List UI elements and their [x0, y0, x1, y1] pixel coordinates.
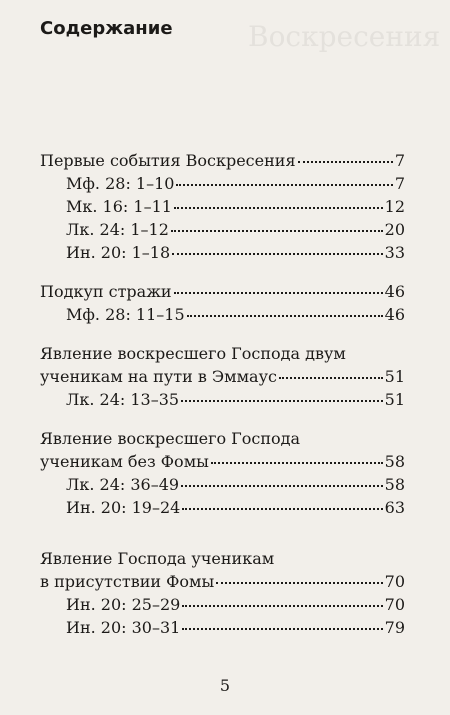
dot-leader	[174, 207, 383, 209]
entry-label: Ин. 20: 25–29	[66, 595, 181, 614]
entry-page-number: 46	[384, 305, 405, 324]
entry-label: в присутствии Фомы	[40, 572, 215, 591]
entry-page-number: 51	[384, 367, 405, 386]
entry-label: Мф. 28: 11–15	[66, 305, 185, 324]
toc-entry[interactable]	[40, 241, 405, 264]
dot-leader	[182, 605, 382, 607]
entry-page-number: 12	[384, 197, 405, 216]
toc-entry[interactable]	[40, 388, 405, 411]
bleed-through-text: Воскресения	[248, 20, 441, 53]
entry-page-number: 70	[384, 595, 405, 614]
dot-leader	[298, 161, 393, 163]
toc-section-title[interactable]	[40, 280, 405, 303]
entry-label: Подкуп стражи	[40, 282, 172, 301]
dot-leader	[279, 377, 383, 379]
entry-page-number: 7	[394, 151, 405, 170]
dot-leader	[174, 292, 383, 294]
dot-leader	[172, 253, 382, 255]
entry-page-number: 58	[384, 475, 405, 494]
entry-label: Лк. 24: 13–35	[66, 390, 180, 409]
entry-page-number: 58	[384, 452, 405, 471]
toc-heading: Содержание	[40, 18, 173, 39]
entry-label: Ин. 20: 19–24	[66, 498, 181, 517]
toc-entry[interactable]	[40, 172, 405, 195]
section-title-line: Явление воскресшего Господа двум	[40, 344, 346, 363]
entry-page-number: 51	[384, 390, 405, 409]
entry-label: ученикам на пути в Эммаус	[40, 367, 277, 386]
toc-section-title[interactable]	[40, 450, 405, 473]
entry-label: Ин. 20: 30–31	[66, 618, 181, 637]
entry-label: Лк. 24: 36–49	[66, 475, 180, 494]
section-title-line: Явление Господа ученикам	[40, 549, 275, 568]
dot-leader	[176, 184, 392, 186]
entry-page-number: 33	[384, 243, 405, 262]
dot-leader	[181, 485, 383, 487]
toc-section	[40, 342, 405, 411]
entry-label: Лк. 24: 1–12	[66, 220, 169, 239]
entry-label: Мк. 16: 1–11	[66, 197, 172, 216]
dot-leader	[187, 315, 383, 317]
toc-entry[interactable]	[40, 303, 405, 326]
table-of-contents	[40, 18, 405, 655]
toc-section	[40, 149, 405, 264]
toc-section	[40, 547, 405, 639]
toc-entry[interactable]	[40, 218, 405, 241]
entry-page-number: 70	[384, 572, 405, 591]
section-title-line: Явление воскресшего Господа	[40, 429, 301, 448]
entry-label: Ин. 20: 1–18	[66, 243, 171, 262]
entry-page-number: 79	[384, 618, 405, 637]
entry-label: Мф. 28: 1–10	[66, 174, 175, 193]
entry-page-number: 20	[384, 220, 405, 239]
toc-section	[40, 427, 405, 519]
toc-section-title[interactable]	[40, 365, 405, 388]
entry-page-number: 7	[394, 174, 405, 193]
toc-section-title[interactable]	[40, 149, 405, 172]
dot-leader	[182, 628, 382, 630]
entry-page-number: 46	[384, 282, 405, 301]
dot-leader	[171, 230, 383, 232]
toc-section	[40, 280, 405, 326]
toc-entry[interactable]	[40, 616, 405, 639]
page-number: 5	[219, 676, 231, 695]
toc-entry[interactable]	[40, 473, 405, 496]
toc-entry[interactable]	[40, 593, 405, 616]
toc-section-title[interactable]	[40, 570, 405, 593]
entry-page-number: 63	[384, 498, 405, 517]
entry-label: ученикам без Фомы	[40, 452, 209, 471]
entry-label: Первые события Воскресения	[40, 151, 296, 170]
dot-leader	[182, 508, 382, 510]
dot-leader	[216, 582, 382, 584]
toc-body	[40, 149, 405, 639]
dot-leader	[181, 400, 383, 402]
toc-entry[interactable]	[40, 195, 405, 218]
dot-leader	[211, 462, 383, 464]
toc-entry[interactable]	[40, 496, 405, 519]
